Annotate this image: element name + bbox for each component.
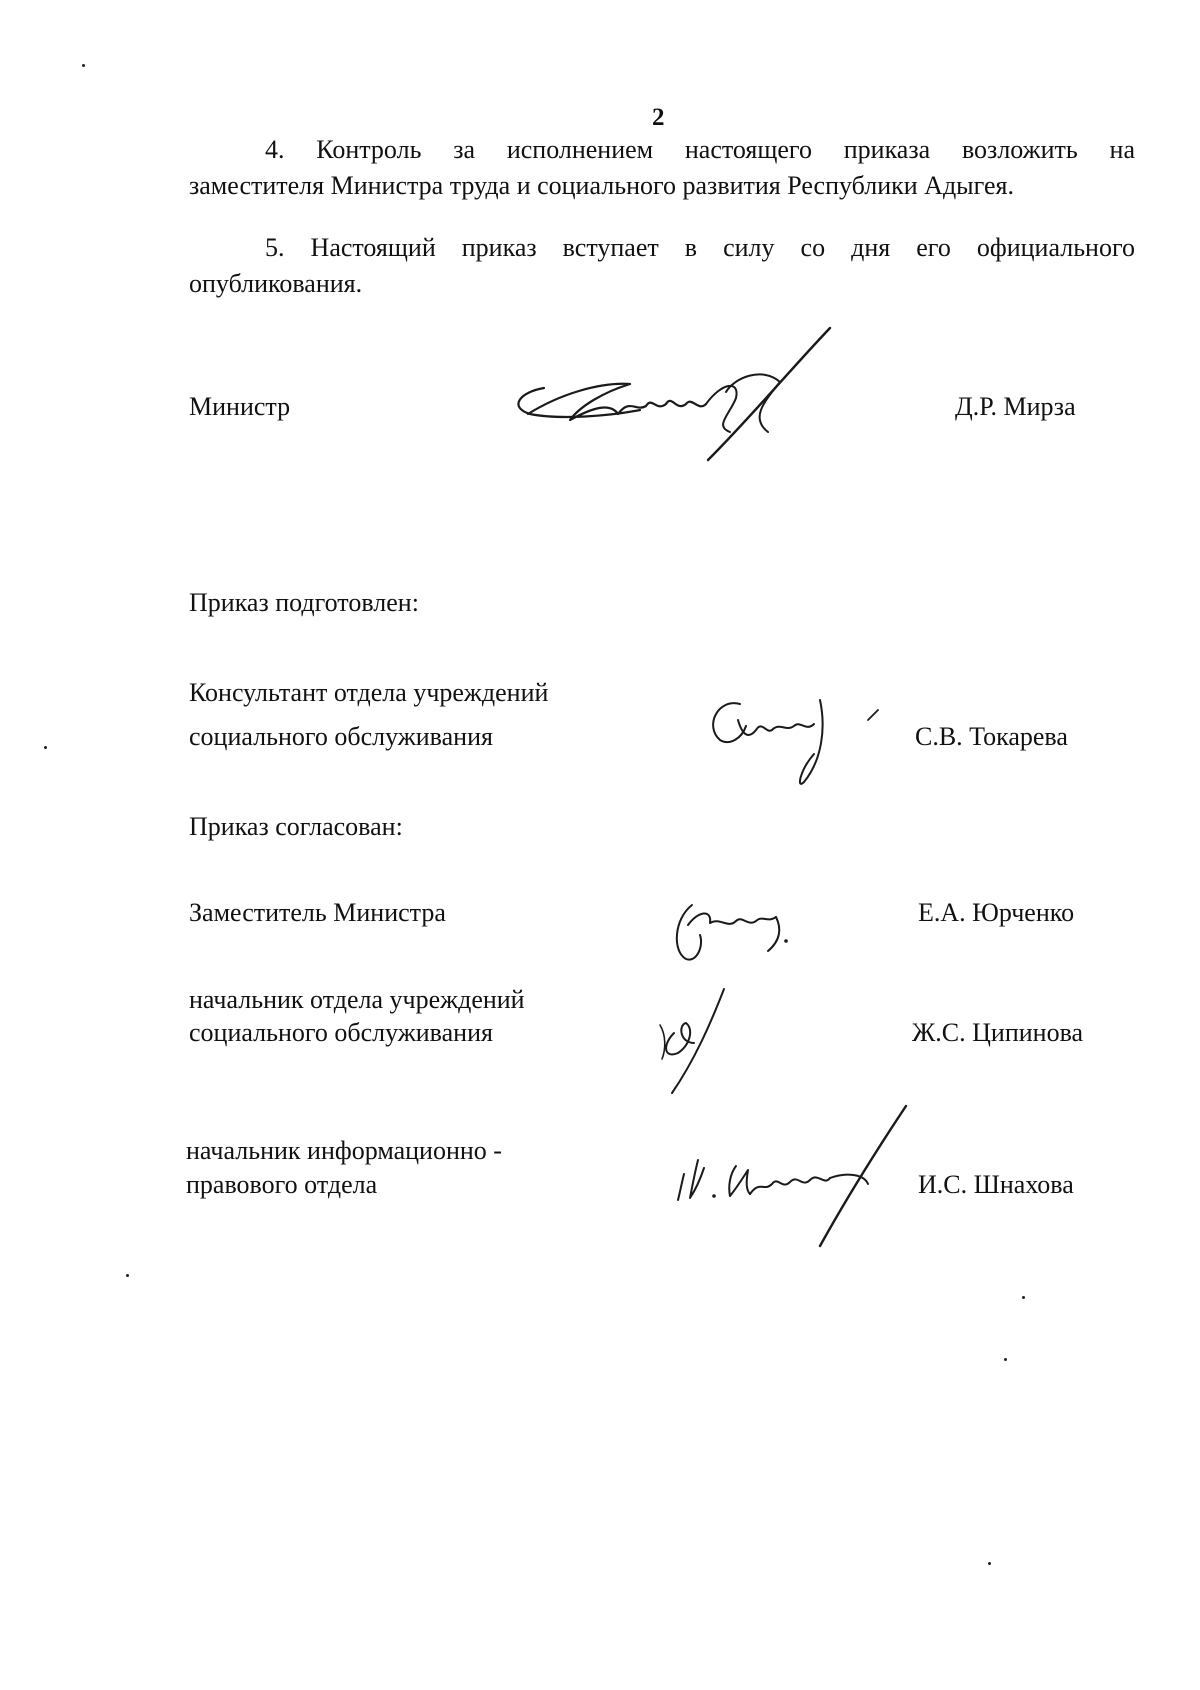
- scan-speck: [126, 1274, 129, 1277]
- dept-head-title-line2: социального обслуживания: [189, 1018, 493, 1047]
- dept-head-title-line1: начальник отдела учреждений: [189, 985, 525, 1014]
- paragraph-line: 5. Настоящий приказ вступает в силу со дня его официального: [265, 233, 1135, 262]
- scan-speck: [82, 64, 85, 67]
- prepared-heading: Приказ подготовлен:: [189, 588, 419, 617]
- minister-name: Д.Р. Мирза: [955, 392, 1076, 421]
- agreed-heading: Приказ согласован:: [189, 812, 403, 841]
- scan-speck: [988, 1562, 991, 1565]
- scan-speck: [1004, 1358, 1007, 1361]
- prepared-title-line2: социального обслуживания: [189, 722, 493, 751]
- scan-speck: [1022, 1296, 1025, 1299]
- deputy-minister-name: Е.А. Юрченко: [918, 898, 1075, 927]
- minister-signature: [500, 322, 860, 472]
- paragraph-4: [189, 132, 1135, 204]
- paragraph-5: [189, 230, 1135, 302]
- legal-head-title-line2: правового отдела: [186, 1170, 378, 1199]
- paragraph-line: 4. Контроль за исполнением настоящего приказа возложить на: [265, 135, 1135, 164]
- tokareva-signature: [700, 690, 890, 800]
- yurchenko-signature: [670, 895, 810, 975]
- paragraph-line: заместителя Министра труда и социального развития Республики Адыгея.: [189, 171, 1014, 200]
- tsipinova-signature: [650, 985, 740, 1095]
- prepared-name: С.В. Токарева: [915, 722, 1068, 751]
- scan-speck: [44, 746, 47, 749]
- legal-head-title-line1: начальник информационно -: [186, 1136, 502, 1165]
- deputy-minister-title: Заместитель Министра: [189, 898, 446, 927]
- page-number: 2: [652, 104, 665, 131]
- paragraph-line: опубликования.: [189, 269, 363, 298]
- prepared-title-line1: Консультант отдела учреждений: [189, 678, 549, 707]
- minister-title: Министр: [189, 392, 291, 421]
- legal-head-name: И.С. Шнахова: [918, 1170, 1074, 1199]
- dept-head-name: Ж.С. Ципинова: [912, 1018, 1084, 1047]
- shnakhova-signature: [670, 1100, 920, 1250]
